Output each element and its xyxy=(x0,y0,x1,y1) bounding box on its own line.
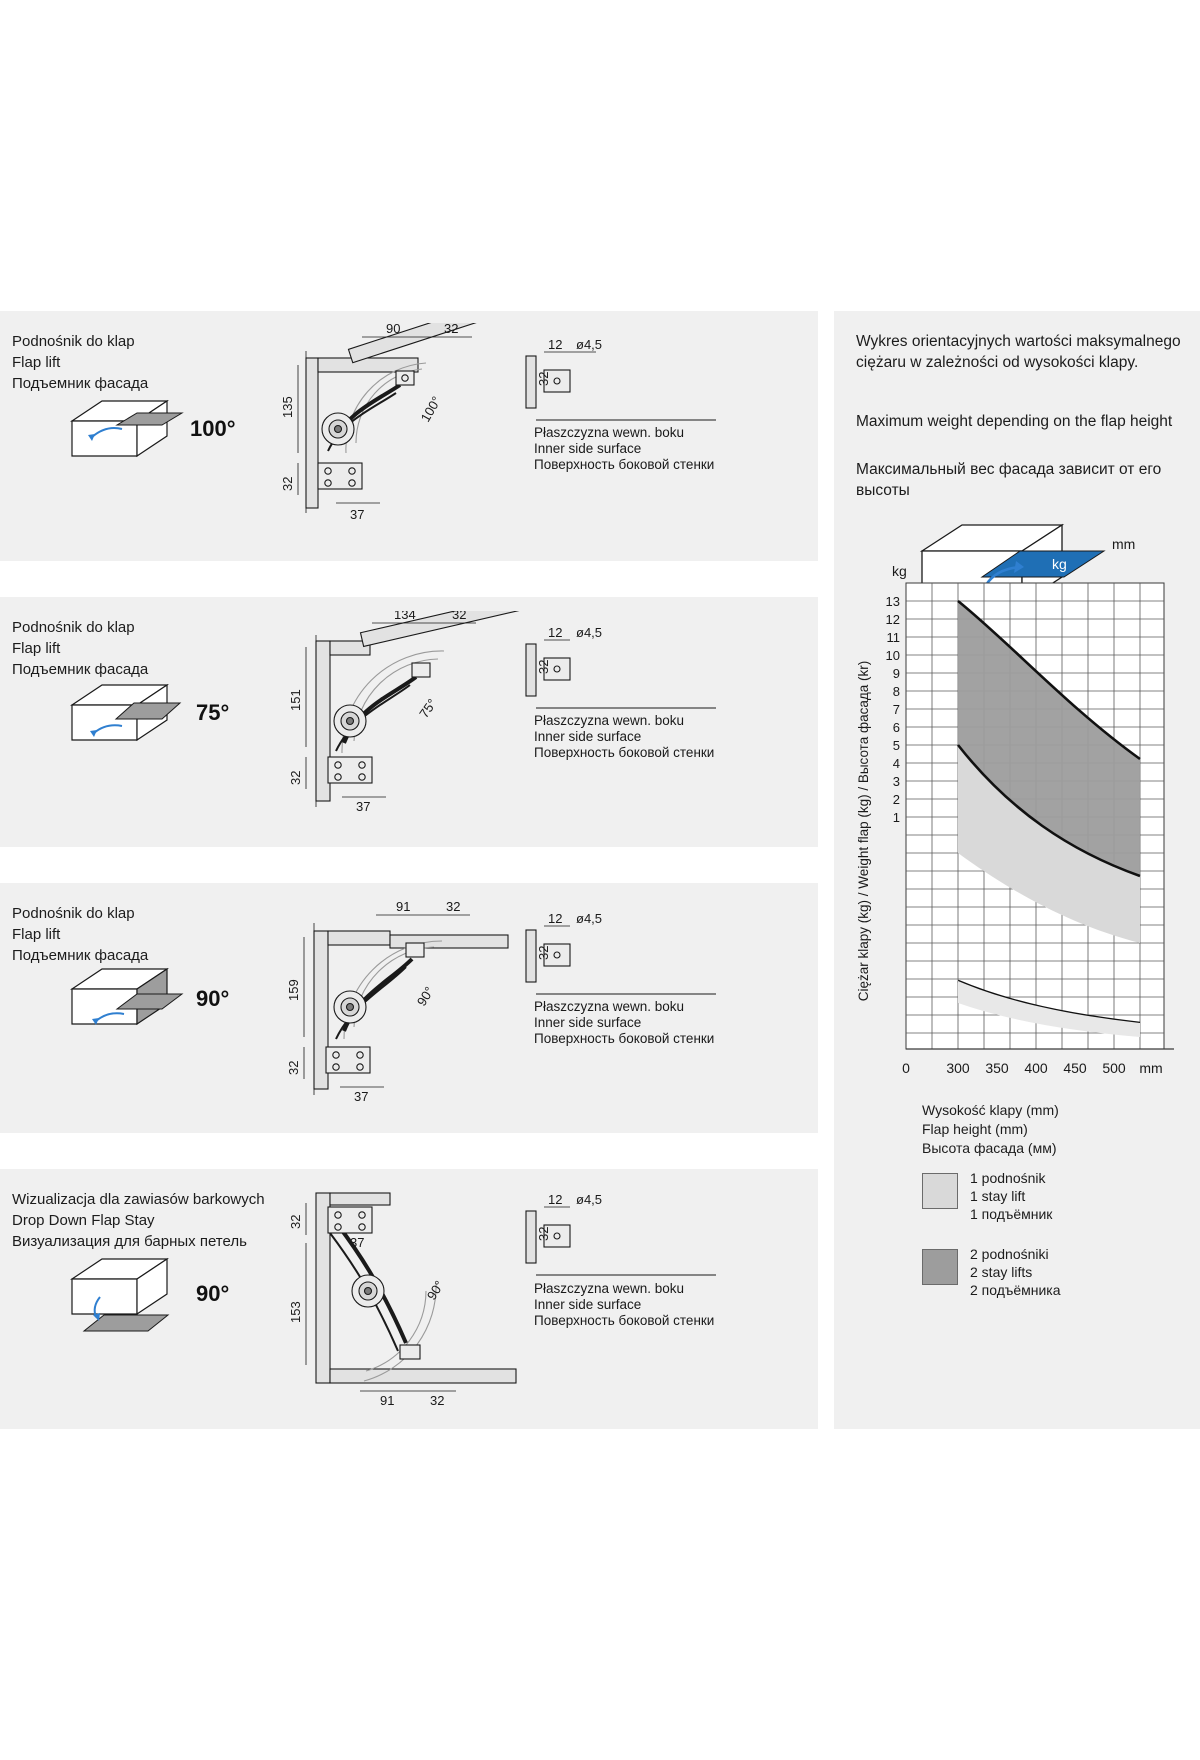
svg-text:0: 0 xyxy=(902,1060,910,1076)
svg-text:32: 32 xyxy=(536,1226,551,1241)
svg-text:4: 4 xyxy=(892,756,900,771)
legend-label-1 xyxy=(970,1169,1052,1223)
technical-drawing xyxy=(276,323,756,558)
title-pl: Podnośnik do klap xyxy=(12,619,135,636)
svg-text:32: 32 xyxy=(288,770,303,785)
legend-swatch-light xyxy=(922,1173,958,1209)
svg-text:500: 500 xyxy=(1102,1060,1126,1076)
svg-text:350: 350 xyxy=(985,1060,1009,1076)
svg-text:12: 12 xyxy=(885,612,900,627)
flap-box-icon xyxy=(62,391,182,471)
intro-pl: Wykres orientacyjnych wartości maksymalnego ciężaru w zależności od wysokości klapy. xyxy=(856,333,1181,371)
weight-chart-panel xyxy=(834,311,1200,1429)
svg-text:12: 12 xyxy=(548,911,563,926)
svg-text:12: 12 xyxy=(548,625,563,640)
section-flap-75 xyxy=(0,597,818,847)
legend-1-en: 1 stay lift xyxy=(970,1188,1026,1204)
angle-value: 100° xyxy=(190,416,236,441)
svg-text:153: 153 xyxy=(288,1301,303,1323)
title-ru: Подъемник фасада xyxy=(12,661,149,678)
section-titles xyxy=(12,331,148,394)
section-flap-100 xyxy=(0,311,818,561)
svg-text:9: 9 xyxy=(892,666,900,681)
svg-text:90°: 90° xyxy=(423,1277,447,1303)
x-caption-en: Flap height (mm) xyxy=(922,1121,1028,1137)
svg-text:32: 32 xyxy=(430,1393,445,1408)
svg-text:12: 12 xyxy=(548,1192,563,1207)
svg-text:90: 90 xyxy=(386,323,401,336)
intro-en: Maximum weight depending on the flap height xyxy=(856,413,1173,430)
svg-text:ø4,5: ø4,5 xyxy=(576,625,603,640)
svg-text:100°: 100° xyxy=(417,393,445,425)
svg-text:ø4,5: ø4,5 xyxy=(576,911,603,926)
legend-2-en: 2 stay lifts xyxy=(970,1264,1033,1280)
angle-value: 90° xyxy=(196,1281,230,1306)
svg-text:37: 37 xyxy=(350,507,365,522)
title-en: Flap lift xyxy=(12,354,61,371)
section-titles xyxy=(12,903,148,966)
svg-text:Płaszczyzna wewn. boku: Płaszczyzna wewn. boku xyxy=(534,713,685,728)
legend-1-ru: 1 подъёмник xyxy=(970,1206,1053,1222)
svg-text:Płaszczyzna wewn. boku: Płaszczyzna wewn. boku xyxy=(534,999,685,1014)
svg-text:mm: mm xyxy=(1139,1060,1163,1076)
title-ru: Подъемник фасада xyxy=(12,375,149,392)
title-pl: Podnośnik do klap xyxy=(12,333,135,350)
svg-text:32: 32 xyxy=(444,323,459,336)
svg-text:32: 32 xyxy=(446,899,461,914)
box-kg-label: kg xyxy=(1052,556,1067,572)
svg-text:1: 1 xyxy=(892,810,900,825)
angle-value: 90° xyxy=(196,986,230,1011)
svg-text:37: 37 xyxy=(350,1235,365,1250)
svg-text:90°: 90° xyxy=(413,983,437,1009)
section-drop-down xyxy=(0,1169,818,1429)
chart-unit-kg: kg xyxy=(892,563,907,579)
section-titles xyxy=(12,617,148,680)
title-ru: Подъемник фасада xyxy=(12,947,149,964)
svg-text:32: 32 xyxy=(452,611,467,622)
section-titles xyxy=(12,1189,265,1252)
svg-text:8: 8 xyxy=(892,684,900,699)
flap-box-icon xyxy=(62,675,182,755)
svg-text:Поверхность боковой стенки: Поверхность боковой стенки xyxy=(534,1313,715,1328)
x-caption-pl: Wysokość klapy (mm) xyxy=(922,1102,1059,1118)
svg-text:32: 32 xyxy=(536,945,551,960)
title-pl: Podnośnik do klap xyxy=(12,905,135,922)
title-en: Drop Down Flap Stay xyxy=(12,1212,155,1229)
svg-text:Поверхность боковой стенки: Поверхность боковой стенки xyxy=(534,745,715,760)
svg-text:6: 6 xyxy=(892,720,900,735)
legend-swatch-dark xyxy=(922,1249,958,1285)
svg-text:75°: 75° xyxy=(416,696,440,721)
svg-text:135: 135 xyxy=(280,396,295,418)
legend-2-ru: 2 подъёмника xyxy=(970,1282,1061,1298)
flap-box-icon xyxy=(62,1253,182,1333)
svg-text:32: 32 xyxy=(536,371,551,386)
svg-text:450: 450 xyxy=(1063,1060,1087,1076)
svg-text:159: 159 xyxy=(286,979,301,1001)
legend-label-2 xyxy=(970,1245,1061,1299)
svg-text:32: 32 xyxy=(280,476,295,491)
svg-text:2: 2 xyxy=(892,792,900,807)
technical-drawing xyxy=(276,897,756,1132)
svg-text:37: 37 xyxy=(354,1089,369,1104)
svg-text:32: 32 xyxy=(286,1060,301,1075)
svg-text:32: 32 xyxy=(288,1214,303,1229)
svg-text:12: 12 xyxy=(548,337,563,352)
svg-text:Inner side surface: Inner side surface xyxy=(534,729,642,744)
svg-text:3: 3 xyxy=(892,774,900,789)
box-mm-label: mm xyxy=(1112,536,1136,552)
technical-drawing xyxy=(276,1183,756,1428)
svg-text:Поверхность боковой стенки: Поверхность боковой стенки xyxy=(534,1031,715,1046)
svg-text:11: 11 xyxy=(886,630,900,645)
svg-text:13: 13 xyxy=(885,594,900,609)
svg-text:5: 5 xyxy=(892,738,900,753)
svg-text:151: 151 xyxy=(288,689,303,711)
surface-label-en: Inner side surface xyxy=(534,441,642,456)
x-caption-ru: Высота фасада (мм) xyxy=(922,1140,1057,1156)
svg-text:300: 300 xyxy=(946,1060,970,1076)
svg-text:ø4,5: ø4,5 xyxy=(576,1192,603,1207)
flap-box-icon xyxy=(62,961,182,1041)
svg-text:134: 134 xyxy=(394,611,416,622)
svg-text:91: 91 xyxy=(380,1393,395,1408)
svg-text:ø4,5: ø4,5 xyxy=(576,337,603,352)
svg-text:Inner side surface: Inner side surface xyxy=(534,1015,642,1030)
intro-ru: Максимальный вес фасада зависит от его высоты xyxy=(856,461,1162,499)
section-flap-90 xyxy=(0,883,818,1133)
surface-label-pl: Płaszczyzna wewn. boku xyxy=(534,425,685,440)
title-pl: Wizualizacja dla zawiasów barkowych xyxy=(12,1191,265,1208)
svg-text:7: 7 xyxy=(892,702,900,717)
technical-drawing xyxy=(276,611,756,846)
svg-text:10: 10 xyxy=(885,648,900,663)
title-en: Flap lift xyxy=(12,640,61,657)
svg-text:91: 91 xyxy=(396,899,411,914)
x-axis-caption xyxy=(922,1101,1059,1158)
svg-text:32: 32 xyxy=(536,659,551,674)
svg-text:Inner side surface: Inner side surface xyxy=(534,1297,642,1312)
svg-text:37: 37 xyxy=(356,799,371,814)
legend-2-pl: 2 podnośniki xyxy=(970,1246,1049,1262)
title-ru: Визуализация для барных петель xyxy=(12,1233,247,1250)
title-en: Flap lift xyxy=(12,926,61,943)
legend-1-pl: 1 podnośnik xyxy=(970,1170,1046,1186)
y-axis-caption: Ciężar klapy (kg) / Weight flap (kg) / Высота фасада (kr) xyxy=(856,660,871,1002)
angle-value: 75° xyxy=(196,700,230,725)
svg-text:400: 400 xyxy=(1024,1060,1048,1076)
surface-label-ru: Поверхность боковой стенки xyxy=(534,457,715,472)
svg-text:Płaszczyzna wewn. boku: Płaszczyzna wewn. boku xyxy=(534,1281,685,1296)
